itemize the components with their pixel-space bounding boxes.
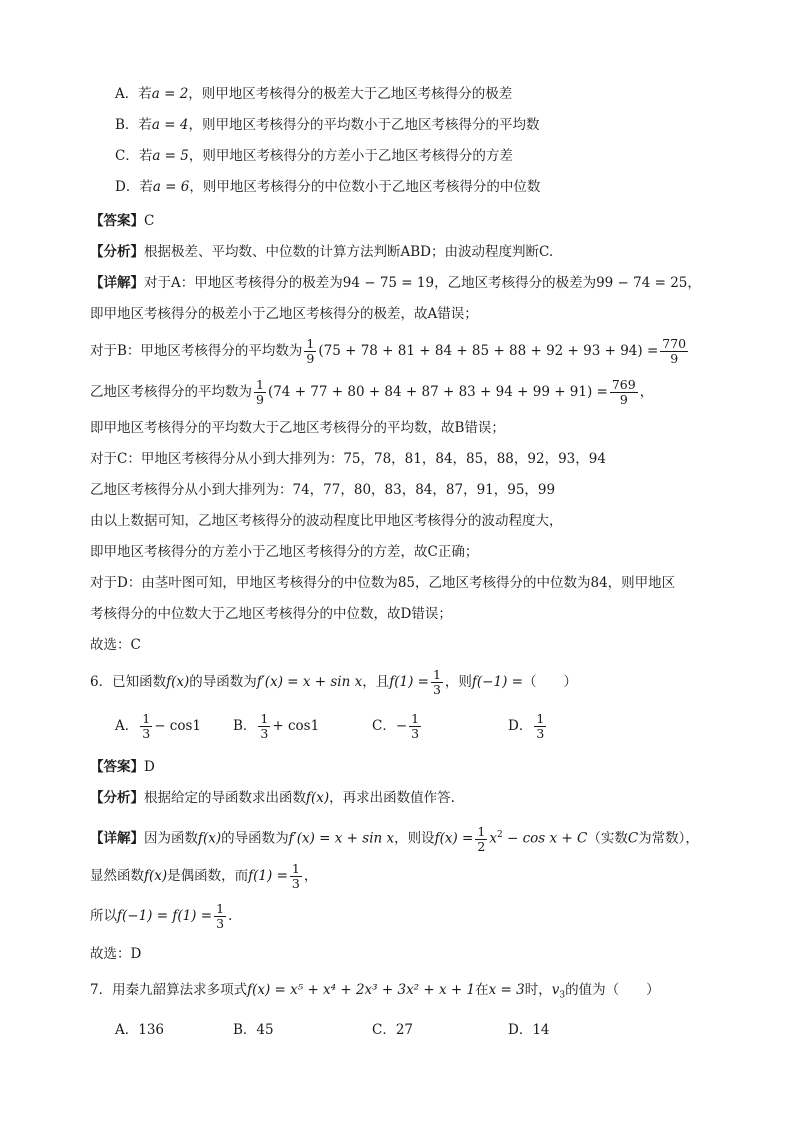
q7-stem-text: 的值为（ ）: [565, 982, 660, 998]
option-label: D．: [508, 718, 533, 734]
option-text: + cos1: [272, 718, 320, 734]
q6-detail-text: 所以: [90, 908, 117, 924]
subscript: 3: [559, 990, 566, 1001]
q6-detail-text: 的导函数为: [221, 830, 289, 847]
q6-detail-math: f(x): [144, 868, 168, 884]
q7-stem-math: x = 3: [488, 982, 525, 998]
q6-final-choice: 故选：D: [90, 946, 142, 962]
fraction-numerator: 1: [142, 711, 151, 727]
q6-stem-text: ，且: [362, 674, 390, 690]
fraction-numerator: 1: [306, 336, 315, 352]
fraction-denominator: 3: [432, 682, 441, 697]
fraction-denominator: 9: [670, 351, 679, 366]
option-label: C．: [372, 718, 396, 734]
q7-stem-math: v: [551, 982, 560, 998]
q5-option-d-text: ，则甲地区考核得分的中位数小于乙地区考核得分的中位数: [189, 179, 541, 195]
q5-detail-text: ，乙地区考核得分的极差为: [434, 275, 597, 291]
q5-option-c-text: ，则甲地区考核得分的方差小于乙地区考核得分的方差: [188, 148, 513, 164]
q5-range-b: 99 − 74 = 25: [596, 275, 688, 291]
q5-option-a-cond: a = 2: [151, 86, 189, 102]
q6-stem-math: f(−1) =: [471, 674, 523, 690]
q5-detail-text: 对于A：甲地区考核得分的极差为: [144, 275, 343, 291]
q6-analysis-math: f(x): [306, 790, 330, 806]
q6-detail-line-3: [90, 898, 232, 934]
fraction-denominator: 9: [306, 351, 315, 366]
q5-option-b-prefix: B．若: [115, 117, 152, 133]
fraction: [304, 337, 316, 366]
q6-stem: [90, 664, 577, 700]
q6-detail-math: C: [627, 830, 639, 847]
fraction-denominator: 3: [260, 726, 269, 741]
q5-option-d-cond: a = 6: [152, 179, 190, 195]
q7-stem-text: 7．用秦九韶算法求多项式: [90, 982, 248, 998]
fraction-numerator: 1: [477, 823, 486, 839]
q6-analysis: [90, 788, 455, 808]
q5-detail-line-6: 对于C：甲地区考核得分从小到大排列为：75，78，81，84，85，88，92，93，94: [90, 451, 606, 467]
fraction-denominator: 9: [619, 392, 628, 407]
exponent: 2: [496, 830, 503, 840]
q6-answer-tag: 【答案】: [90, 759, 144, 775]
q5-option-a: [115, 84, 512, 104]
q6-answer-value: D: [144, 759, 155, 775]
fraction-numerator: 1: [432, 667, 441, 683]
q5-option-b-cond: a = 4: [151, 117, 189, 133]
q5-option-b-text: ，则甲地区考核得分的平均数小于乙地区考核得分的平均数: [188, 117, 540, 133]
q5-option-c: [115, 146, 513, 166]
fraction: [660, 337, 688, 366]
q5-option-c-prefix: C．若: [115, 148, 153, 164]
fraction-numerator: 769: [611, 377, 636, 393]
q5-detail-line-4: [90, 374, 653, 410]
q6-detail-text: 因为函数: [144, 830, 198, 847]
q6-analysis-tag: 【分析】: [90, 790, 144, 806]
fraction-numerator: 770: [662, 336, 687, 352]
q6-detail-line-2: [90, 858, 317, 894]
q6-detail-text: 显然函数: [90, 868, 144, 884]
fraction: [409, 712, 421, 741]
q5-detail-text: ，: [639, 384, 654, 400]
fraction: [290, 862, 302, 891]
q5-detail-line-10: 对于D：由茎叶图可知，甲地区考核得分的中位数为85，乙地区考核得分的中位数为84，则甲地区: [90, 575, 676, 591]
option-label: B．: [233, 718, 257, 734]
fraction: [431, 668, 443, 697]
fraction: [534, 712, 546, 741]
q5-option-b: [115, 115, 539, 135]
fraction-numerator: 1: [256, 377, 264, 393]
fraction: [258, 712, 270, 741]
fraction: [610, 378, 638, 407]
q6-answer: [90, 757, 155, 777]
q5-detail-text: 对于B：甲地区考核得分的平均数为: [90, 343, 303, 359]
q5-analysis-text: 根据极差、平均数、中位数的计算方法判断ABD；由波动程度判断C.: [144, 244, 554, 260]
q6-stem-math: f′(x) = x + sin x: [256, 674, 363, 690]
q5-mean-expression-b: (74 + 77 + 80 + 84 + 87 + 83 + 94 + 99 + 91) =: [267, 384, 608, 400]
q6-detail-math: f′(x) = x + sin x: [288, 830, 395, 847]
fraction-denominator: 3: [536, 726, 545, 741]
q5-answer-tag: 【答案】: [90, 213, 144, 229]
q6-detail-math: f(−1) = f(1) =: [117, 908, 213, 924]
q6-detail-math: x: [489, 830, 497, 847]
q6-detail-math: f(x) =: [434, 830, 474, 847]
q5-detail-line-2: 即甲地区考核得分的极差小于乙地区考核得分的极差，故A错误；: [90, 306, 478, 322]
q6-detail-text: ，则设: [394, 830, 435, 847]
q5-answer-value: C: [144, 213, 155, 229]
q5-analysis-tag: 【分析】: [90, 244, 144, 260]
q5-answer: [90, 211, 154, 231]
fraction-denominator: 2: [477, 838, 486, 854]
q5-detail-text: 乙地区考核得分的平均数为: [90, 384, 252, 400]
q6-detail-text: ，: [303, 868, 318, 884]
fraction-numerator: 1: [536, 711, 545, 727]
fraction-denominator: 3: [411, 726, 420, 741]
q5-detail-line-5: 即甲地区考核得分的平均数大于乙地区考核得分的平均数，故B错误；: [90, 420, 505, 436]
q6-detail-math: − cos x + C: [502, 830, 588, 847]
q6-stem-text: 6．已知函数: [90, 674, 167, 690]
q6-stem-math: f(x): [166, 674, 190, 690]
fraction-denominator: 9: [256, 392, 264, 407]
q5-detail-line-8: 由以上数据可知，乙地区考核得分的波动程度比甲地区考核得分的波动程度大，: [90, 513, 563, 529]
q7-polynomial: f(x) = x⁵ + x⁴ + 2x³ + 3x² + x + 1: [247, 982, 476, 998]
option-text: −: [395, 718, 408, 734]
q6-stem-paren: （ ）: [522, 674, 577, 690]
q5-option-c-cond: a = 5: [152, 148, 189, 164]
q6-detail-text: （实数: [587, 830, 628, 847]
q5-detail-line-3: [90, 333, 690, 369]
q5-detail-line-11: 考核得分的中位数大于乙地区考核得分的中位数，故D错误；: [90, 606, 452, 622]
q7-stem: [90, 980, 660, 1006]
q5-mean-expression-a: (75 + 78 + 81 + 84 + 85 + 88 + 92 + 93 + 94) =: [318, 343, 659, 359]
q6-option-c: [372, 708, 423, 744]
q6-detail-math: f(x): [198, 830, 222, 847]
fraction: [475, 825, 487, 854]
q6-stem-text: ，则: [444, 674, 472, 690]
q5-detail-text: ，: [687, 275, 701, 291]
q5-option-d-prefix: D．若: [115, 179, 153, 195]
q7-stem-text: 在: [475, 982, 489, 998]
q7-stem-text: 时，: [524, 982, 552, 998]
q7-option-b: B．45: [233, 1022, 274, 1038]
q7-option-d: D．14: [508, 1022, 550, 1038]
fraction: [254, 378, 266, 407]
fraction-numerator: 1: [216, 901, 225, 917]
q5-detail-line-7: 乙地区考核得分从小到大排列为：74，77，80，83，84，87，91，95，99: [90, 482, 556, 498]
q6-analysis-text: 根据给定的导函数求出函数: [144, 790, 306, 806]
q6-detail-text: 为常数），: [638, 830, 699, 847]
q5-range-a: 94 − 75 = 19: [342, 275, 435, 291]
fraction: [140, 712, 152, 741]
q6-option-b: [233, 708, 319, 744]
fraction-numerator: 1: [291, 861, 300, 877]
q5-option-d: [115, 177, 540, 197]
q5-detail-tag: 【详解】: [90, 275, 144, 291]
fraction-numerator: 1: [411, 711, 420, 727]
q6-detail-text: .: [228, 908, 233, 924]
q5-analysis: [90, 242, 553, 262]
q7-option-a: A．136: [115, 1022, 165, 1038]
q6-option-a: [115, 708, 201, 744]
q6-analysis-text: ，再求出函数值作答.: [329, 790, 455, 806]
q6-detail-math: f(1) =: [248, 868, 288, 884]
fraction-denominator: 3: [216, 916, 225, 931]
option-text: − cos1: [154, 718, 202, 734]
q5-final-choice: 故选：C: [90, 637, 141, 653]
q5-detail-line-1: [90, 273, 701, 293]
q5-detail-line-9: 即甲地区考核得分的方差小于乙地区考核得分的方差，故C正确；: [90, 544, 479, 560]
fraction-denominator: 3: [142, 726, 151, 741]
q5-option-a-prefix: A．若: [115, 86, 152, 102]
q6-detail-tag: 【详解】: [90, 830, 144, 847]
q6-detail-text: 是偶函数，而: [167, 868, 249, 884]
fraction-numerator: 1: [260, 711, 269, 727]
fraction-denominator: 3: [291, 876, 300, 891]
fraction: [214, 902, 226, 931]
q5-option-a-text: ，则甲地区考核得分的极差大于乙地区考核得分的极差: [188, 86, 513, 102]
q6-stem-math: f(1) =: [389, 674, 429, 690]
q6-detail-line-1: [90, 817, 699, 857]
q6-option-d: [508, 708, 548, 744]
option-label: A．: [115, 718, 139, 734]
q7-option-c: C．27: [372, 1022, 414, 1038]
q6-stem-text: 的导函数为: [189, 674, 257, 690]
